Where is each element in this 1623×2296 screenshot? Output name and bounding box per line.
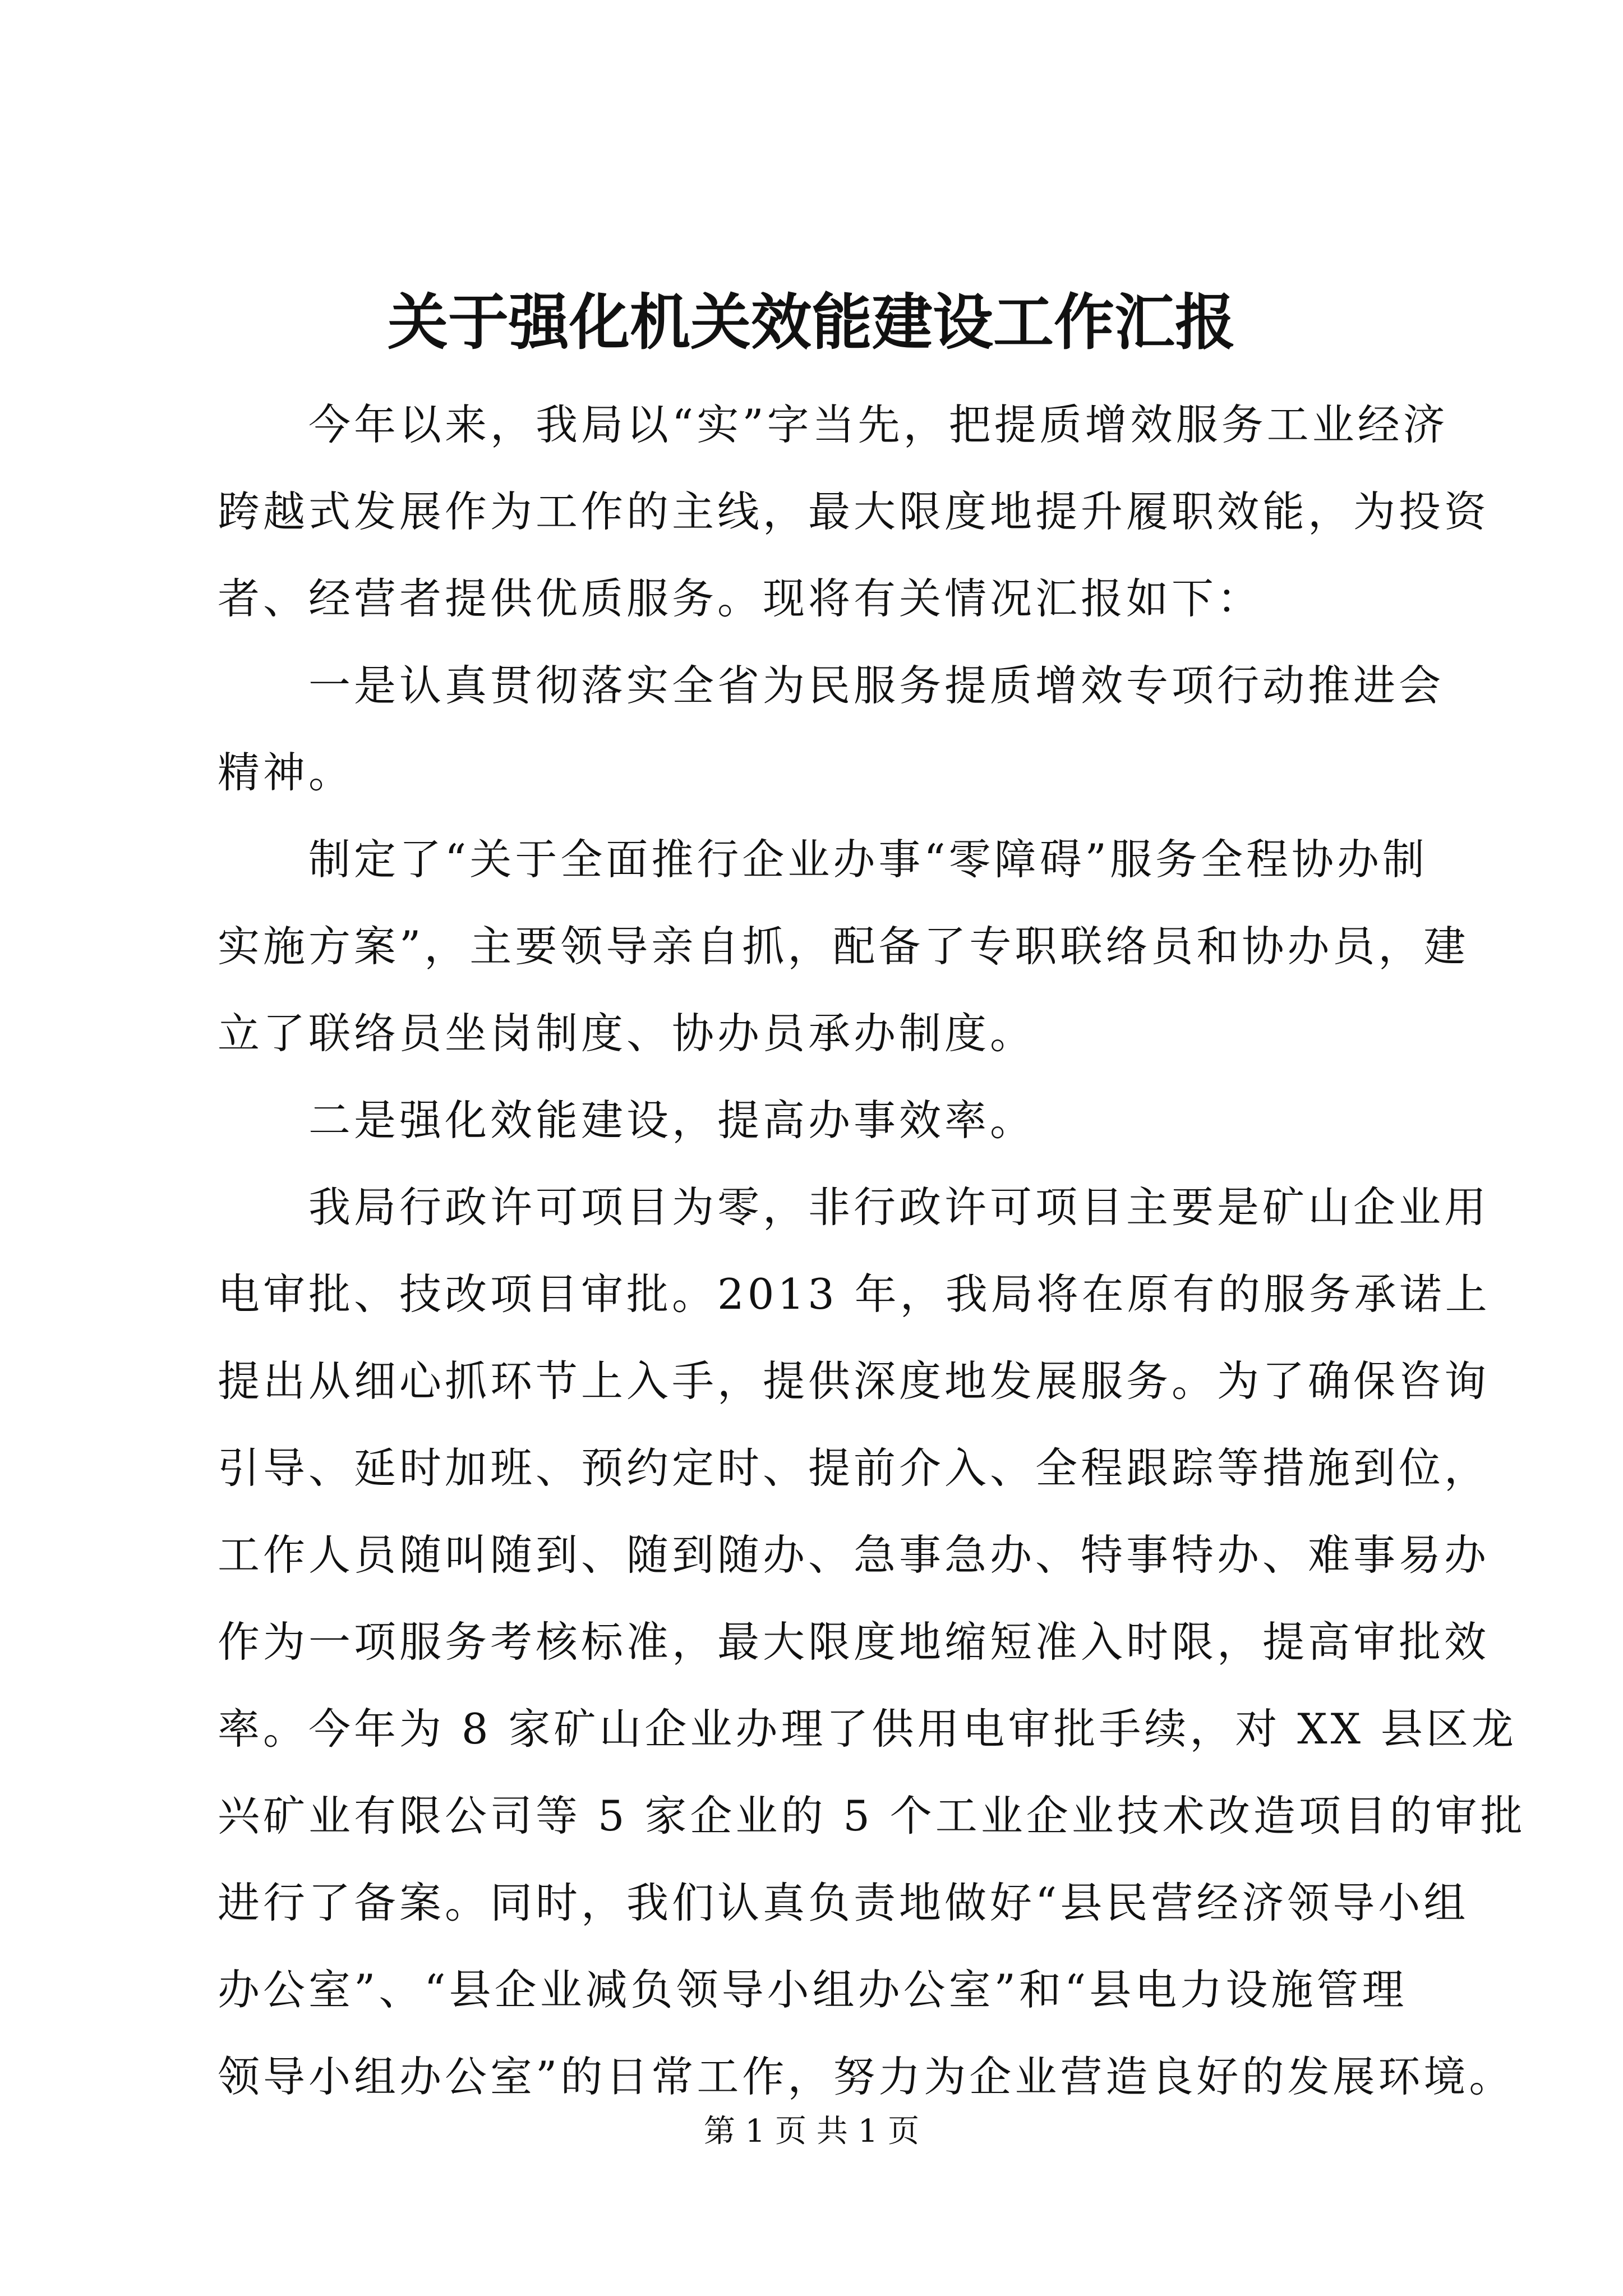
text-line: 跨越式发展作为工作的主线，最大限度地提升履职效能，为投资 <box>218 487 1490 536</box>
paragraph-section-one-heading <box>218 642 1445 816</box>
text-line: 精神。 <box>218 748 354 797</box>
document-title: 关于强化机关效能建设工作汇报 <box>387 287 1235 358</box>
paragraph-section-two-body <box>218 1164 1526 2120</box>
text-line: 率。今年为 8 家矿山企业办理了供用电审批手续，对 XX 县区龙 <box>218 1704 1517 1754</box>
text-line: 提出从细心抓环节上入手，提供深度地发展服务。为了确保咨询 <box>218 1356 1490 1406</box>
text-line: 立了联络员坐岗制度、协办员承办制度。 <box>218 1009 1036 1058</box>
text-line: 进行了备案。同时，我们认真负责地做好“县民营经济领导小组 <box>218 1878 1469 1927</box>
text-line: 工作人员随叫随到、随到随办、急事急办、特事特办、难事易办 <box>218 1530 1490 1580</box>
text-line: 电审批、技改项目审批。2013 年，我局将在原有的服务承诺上 <box>218 1269 1491 1319</box>
paragraph-section-one-body <box>218 816 1469 1077</box>
document-body <box>218 381 1526 2120</box>
text-line: 办公室”、“县企业减负领导小组办公室”和“县电力设施管理 <box>218 1965 1408 2014</box>
text-line: 制定了“关于全面推行企业办事“零障碍”服务全程协办制 <box>308 835 1428 884</box>
text-line: 今年以来，我局以“实”字当先，把提质增效服务工业经济 <box>308 400 1449 449</box>
text-line: 领导小组办公室”的日常工作，努力为企业营造良好的发展环境。 <box>218 2052 1515 2101</box>
text-line: 我局行政许可项目为零，非行政许可项目主要是矿山企业用 <box>308 1182 1490 1232</box>
paragraph-section-two-heading <box>218 1077 1412 1164</box>
paragraph-intro <box>218 381 1490 642</box>
page-footer: 第 1 页 共 1 页 <box>703 2113 920 2150</box>
text-line: 一是认真贯彻落实全省为民服务提质增效专项行动推进会 <box>308 661 1445 710</box>
text-line: 引导、延时加班、预约定时、提前介入、全程跟踪等措施到位， <box>218 1443 1490 1493</box>
text-line: 作为一项服务考核标准，最大限度地缩短准入时限，提高审批效 <box>218 1617 1490 1667</box>
text-line: 实施方案”，主要领导亲自抓，配备了专职联络员和协办员，建 <box>218 922 1469 971</box>
text-line: 者、经营者提供优质服务。现将有关情况汇报如下： <box>218 574 1263 623</box>
text-line: 兴矿业有限公司等 5 家企业的 5 个工业企业技术改造项目的审批 <box>218 1791 1526 1841</box>
text-line: 二是强化效能建设，提高办事效率。 <box>308 1096 1036 1145</box>
